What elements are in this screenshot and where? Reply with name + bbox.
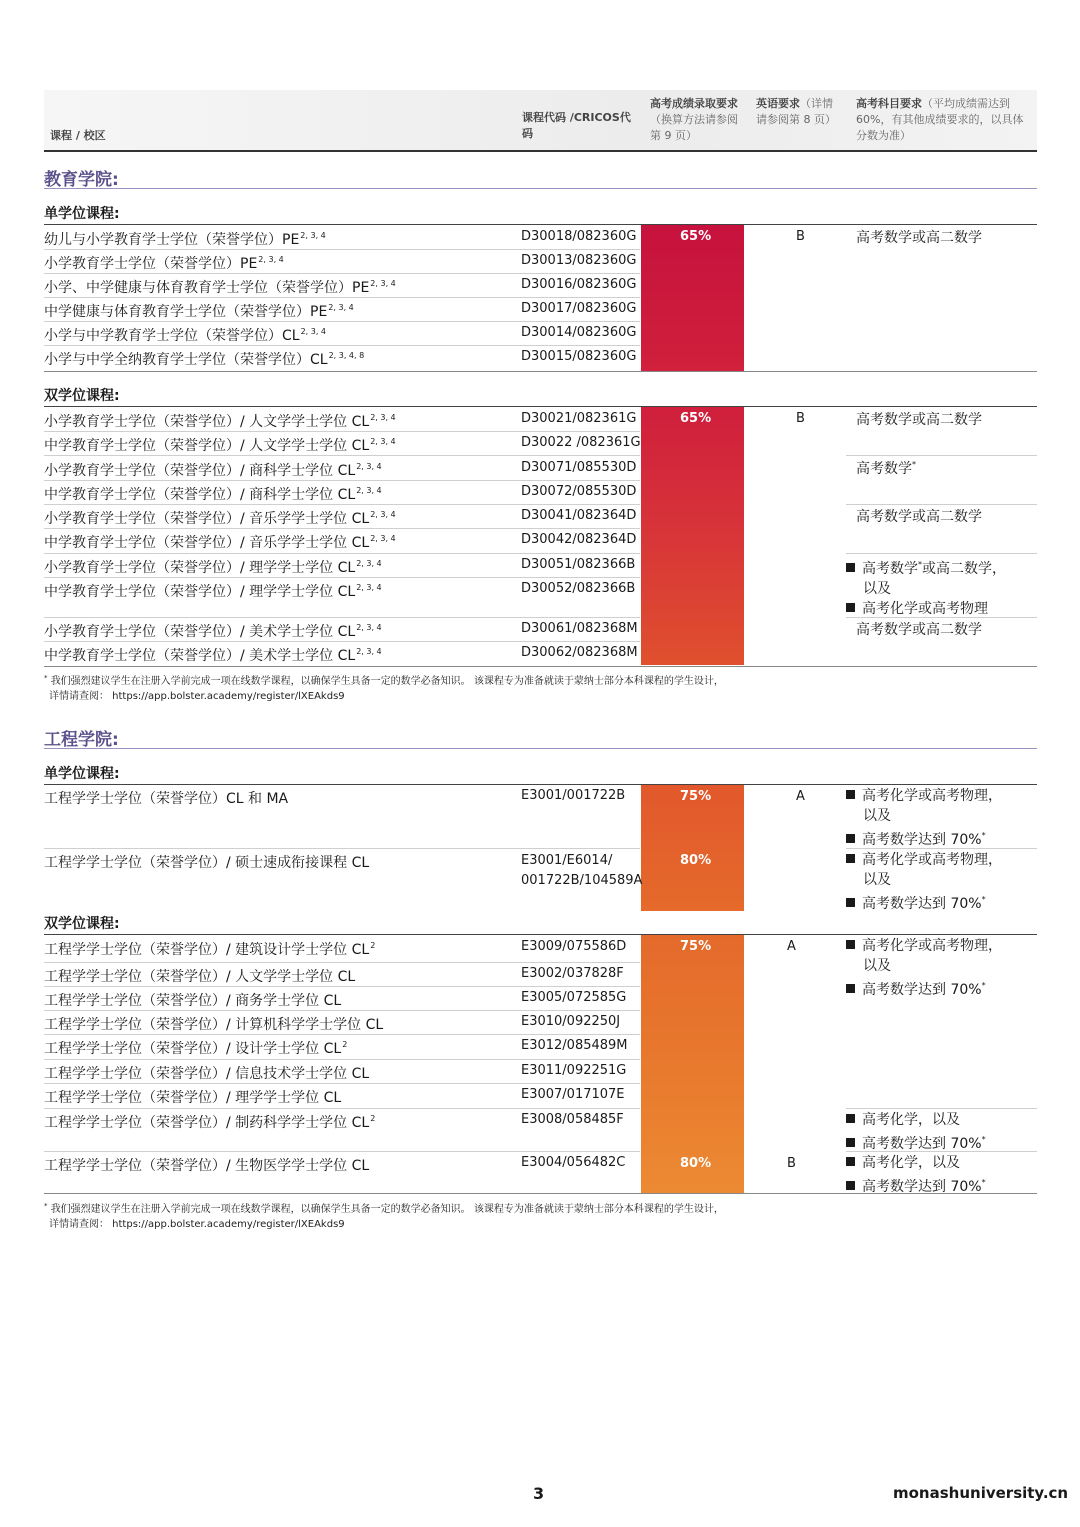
education-single-course [44,349,364,369]
education-double-title: 双学位课程: [44,388,120,404]
education-double-course-footnote-ref: 2, 3, 4 [356,583,382,592]
req-separator [846,504,1037,505]
engineering-single-rule [44,784,1037,785]
engineering-double-req-1: 高考化学或高考物理， 以及 高考数学达到 70%* [846,936,1002,1000]
education-double-course-name: 小学教育学士学位（荣誉学位）/ 美术学士学位 CL [44,624,356,640]
education-single-course-code: D30017/082360G [521,301,637,316]
page-number: 3 [533,1484,545,1503]
engineering-double-course-code: E3002/037828F [521,966,624,981]
education-double-course [44,508,396,528]
education-double-course [44,557,382,577]
education-single-score-bar [641,225,744,371]
engineering-double-course-name: 工程学学士学位（荣誉学位）/ 人文学学士学位 CL [44,969,356,985]
engineering-title: 工程学院: [44,730,119,750]
education-single-course-footnote-ref: 2, 3, 4 [300,231,326,240]
row-separator [44,455,640,456]
bullet-square-icon [846,854,855,863]
row-separator [44,641,640,642]
education-double-course-code: D30062/082368M [521,645,638,660]
engineering-footnote: * 我们强烈建议学生在注册入学前完成一项在线数学课程，以确保学生具备一定的数学必备知识。 该课程专为准备就读于蒙纳士部分本科课程的学生设计， 详情请查阅： https://app.bolster.academy/register/lXEAkds9 [44,1202,724,1230]
education-double-course-name: 小学教育学士学位（荣誉学位）/ 理学学士学位 CL [44,560,356,576]
row-separator [44,273,640,274]
engineering-double-course-name: 工程学学士学位（荣誉学位）/ 建筑设计学士学位 CL [44,942,370,958]
education-single-course-name: 小学、中学健康与体育教育学士学位（荣誉学位）PE [44,280,370,296]
engineering-double-course [44,1155,370,1175]
education-double-score: 65% [680,411,712,426]
education-single-score: 65% [680,229,712,244]
education-single-course-name: 小学与中学全纳教育学士学位（荣誉学位）CL [44,352,328,368]
education-double-course-code: D30071/085530D [521,460,637,475]
engineering-single-english-1: A [796,789,805,804]
engineering-single-score-1: 75% [680,789,712,804]
education-single-english: B [796,229,805,244]
bullet-square-icon [846,603,855,612]
table-header [44,90,1037,152]
engineering-title-rule [44,748,1037,749]
row-separator [44,321,640,322]
education-double-course-name: 中学教育学士学位（荣誉学位）/ 音乐学学士学位 CL [44,535,370,551]
engineering-double-course [44,966,356,986]
education-double-course [44,484,382,504]
row-separator [44,848,640,849]
engineering-double-score-1: 75% [680,939,712,954]
engineering-double-course [44,939,375,959]
education-double-english: B [796,411,805,426]
engineering-double-rule [44,934,1037,935]
education-single-course-code: D30013/082360G [521,253,637,268]
bullet-square-icon [846,1181,855,1190]
education-single-course-code: D30016/082360G [521,277,637,292]
education-double-course-name: 小学教育学士学位（荣誉学位）/ 音乐学学士学位 CL [44,511,370,527]
engineering-single-course-1: 工程学学士学位（荣誉学位）CL 和 MA [44,791,289,807]
education-double-course-footnote-ref: 2, 3, 4 [356,647,382,656]
education-double-course-code: D30061/082368M [521,621,638,636]
engineering-single-title: 单学位课程: [44,766,120,782]
engineering-double-course [44,990,342,1010]
education-double-req-2: 高考数学* [856,460,916,477]
education-single-course-code: D30015/082360G [521,349,637,364]
engineering-double-score-bar [641,935,744,1193]
row-separator [44,528,640,529]
education-double-course-code: D30042/082364D [521,532,637,547]
req-separator [846,553,1037,554]
education-double-course [44,621,382,641]
engineering-double-course-name: 工程学学士学位（荣誉学位）/ 生物医学学士学位 CL [44,1158,370,1174]
education-single-course-code: D30018/082360G [521,229,637,244]
engineering-double-course-name: 工程学学士学位（荣誉学位）/ 制药科学学士学位 CL [44,1115,370,1131]
education-double-course [44,645,382,665]
website-link[interactable]: monashuniversity.cn [893,1484,1069,1502]
education-double-course-footnote-ref: 2, 3, 4 [370,437,396,446]
education-single-course-name: 小学与中学教育学士学位（荣誉学位）CL [44,328,300,344]
education-double-end-rule [44,666,1037,667]
header-score: 高考成绩录取要求（换算方法请参阅第 9 页） [650,97,738,142]
engineering-double-course-code: E3004/056482C [521,1155,626,1170]
education-double-course-code: D30021/082361G [521,411,637,426]
education-single-title: 单学位课程: [44,206,120,222]
header-course: 课程 / 校区 [50,129,106,142]
engineering-double-course-name: 工程学学士学位（荣誉学位）/ 理学学士学位 CL [44,1090,342,1106]
bullet-square-icon [846,984,855,993]
engineering-double-course-footnote-ref: 2 [370,941,376,950]
engineering-double-course-code: E3011/092251G [521,1063,627,1078]
row-separator [44,617,640,618]
req-separator [846,1151,1037,1152]
engineering-double-course-code: E3005/072585G [521,990,627,1005]
engineering-double-course-name: 工程学学士学位（荣誉学位）/ 计算机科学学士学位 CL [44,1017,384,1033]
education-double-course-name: 中学教育学士学位（荣誉学位）/ 人文学学士学位 CL [44,438,370,454]
education-title-rule [44,188,1037,189]
education-double-course-name: 中学教育学士学位（荣誉学位）/ 理学学士学位 CL [44,584,356,600]
engineering-double-course [44,1038,347,1058]
bullet-square-icon [846,834,855,843]
education-double-rule [44,406,1037,407]
row-separator [44,431,640,432]
engineering-double-end-rule [44,1193,1037,1194]
education-single-course-footnote-ref: 2, 3, 4 [258,255,284,264]
education-double-course-name: 小学教育学士学位（荣誉学位）/ 人文学学士学位 CL [44,414,370,430]
header-english: 英语要求（详情请参阅第 8 页） [756,97,836,126]
row-separator [44,577,640,578]
education-double-course-footnote-ref: 2, 3, 4 [370,413,396,422]
education-double-course-name: 中学教育学士学位（荣誉学位）/ 商科学士学位 CL [44,487,356,503]
education-single-course-name: 小学教育学士学位（荣誉学位）PE [44,256,258,272]
engineering-single-req-2: 高考化学或高考物理， 以及 高考数学达到 70%* [846,850,1002,914]
education-double-course-code: D30022 /082361G [521,435,641,450]
education-double-course-footnote-ref: 2, 3, 4 [356,462,382,471]
bullet-square-icon [846,1138,855,1147]
engineering-single-code-2: E3001/E6014/ 001722B/104589A [521,853,643,888]
row-separator [44,1151,640,1152]
education-single-course-name: 幼儿与小学教育学士学位（荣誉学位）PE [44,232,300,248]
education-double-course-name: 小学教育学士学位（荣誉学位）/ 商科学士学位 CL [44,463,356,479]
engineering-double-title: 双学位课程: [44,916,120,932]
header-subject: 高考科目要求（平均成绩需达到 60%，有其他成绩要求的，以具体分数为准） [856,97,1024,142]
education-double-req-3: 高考数学或高二数学 [856,509,982,525]
row-separator [44,480,640,481]
education-single-requirement: 高考数学或高二数学 [856,230,982,246]
req-separator [846,848,1037,849]
education-double-course [44,460,382,480]
education-single-course [44,325,326,345]
education-double-course [44,581,382,601]
bullet-square-icon [846,940,855,949]
education-single-course-code: D30014/082360G [521,325,637,340]
engineering-double-course [44,1014,384,1034]
bullet-square-icon [846,1157,855,1166]
engineering-double-english-2: B [787,1156,796,1171]
row-separator [44,553,640,554]
row-separator [44,1108,640,1109]
education-single-course [44,301,354,321]
engineering-double-course-code: E3007/017107E [521,1087,625,1102]
education-double-course [44,532,396,552]
row-separator [44,1010,640,1011]
bullet-square-icon [846,898,855,907]
engineering-double-course-code: E3009/075586D [521,939,627,954]
education-title: 教育学院: [44,170,119,190]
row-separator [44,345,640,346]
engineering-single-course-2: 工程学学士学位（荣誉学位）/ 硕士速成衔接课程 CL [44,855,370,871]
bullet-square-icon [846,790,855,799]
education-single-rule [44,224,1037,225]
engineering-double-course-name: 工程学学士学位（荣誉学位）/ 设计学士学位 CL [44,1041,342,1057]
engineering-double-course-footnote-ref: 2 [370,1114,376,1123]
header-code: 课程代码 /CRICOS代码 [522,111,631,140]
engineering-single-code-1: E3001/001722B [521,788,626,803]
row-separator [44,962,640,963]
engineering-double-course-code: E3008/058485F [521,1112,624,1127]
engineering-double-english-1: A [787,939,796,954]
bullet-square-icon [846,1114,855,1123]
education-single-course [44,229,326,249]
education-double-course-name: 中学教育学士学位（荣誉学位）/ 美术学士学位 CL [44,648,356,664]
education-double-course [44,411,396,431]
education-single-course-name: 中学健康与体育教育学士学位（荣誉学位）PE [44,304,328,320]
education-double-course-footnote-ref: 2, 3, 4 [370,534,396,543]
education-double-req-1: 高考数学或高二数学 [856,412,982,428]
education-single-end-rule [44,371,1037,372]
req-separator [846,617,1037,618]
education-footnote: * 我们强烈建议学生在注册入学前完成一项在线数学课程，以确保学生具备一定的数学必备知识。 该课程专为准备就读于蒙纳士部分本科课程的学生设计， 详情请查阅： https://app.bolster.academy/register/lXEAkds9 [44,674,724,702]
education-single-course [44,253,284,273]
row-separator [44,1034,640,1035]
education-double-course-footnote-ref: 2, 3, 4 [370,510,396,519]
education-double-score-bar [641,407,744,665]
education-single-course [44,277,396,297]
engineering-double-course [44,1063,370,1083]
row-separator [44,1059,640,1060]
education-double-course-footnote-ref: 2, 3, 4 [356,486,382,495]
education-single-course-footnote-ref: 2, 3, 4 [370,279,396,288]
row-separator [44,504,640,505]
bullet-square-icon [846,563,855,572]
engineering-double-score-2: 80% [680,1156,712,1171]
engineering-double-course-footnote-ref: 2 [342,1040,348,1049]
engineering-single-req-1: 高考化学或高考物理， 以及 高考数学达到 70%* [846,786,1002,850]
education-double-req-4: 高考数学*或高二数学， 以及 高考化学或高考物理 [846,555,1006,619]
education-double-course [44,435,396,455]
education-double-course-code: D30041/082364D [521,508,637,523]
engineering-double-course-code: E3010/092250J [521,1014,621,1029]
row-separator [44,1083,640,1084]
education-single-course-footnote-ref: 2, 3, 4 [300,327,327,336]
row-separator [44,297,640,298]
req-separator [846,1108,1037,1109]
req-separator [846,455,1037,456]
row-separator [44,249,640,250]
education-double-course-footnote-ref: 2, 3, 4 [356,559,382,568]
engineering-double-req-3: 高考化学，以及 高考数学达到 70%* [846,1153,986,1197]
row-separator [44,986,640,987]
engineering-double-req-2: 高考化学，以及 高考数学达到 70%* [846,1110,986,1154]
education-double-course-footnote-ref: 2, 3, 4 [356,623,382,632]
education-double-req-5: 高考数学或高二数学 [856,622,982,638]
engineering-double-course [44,1112,375,1132]
education-double-course-code: D30051/082366B [521,557,636,572]
engineering-double-course-code: E3012/085489M [521,1038,628,1053]
engineering-double-course [44,1087,342,1107]
education-single-course-footnote-ref: 2, 3, 4 [328,303,354,312]
engineering-double-course-name: 工程学学士学位（荣誉学位）/ 信息技术学士学位 CL [44,1066,370,1082]
engineering-single-score-2: 80% [680,853,712,868]
education-single-course-footnote-ref: 2, 3, 4, 8 [328,351,365,360]
education-double-course-code: D30052/082366B [521,581,636,596]
engineering-double-course-name: 工程学学士学位（荣誉学位）/ 商务学士学位 CL [44,993,342,1009]
education-double-course-code: D30072/085530D [521,484,637,499]
